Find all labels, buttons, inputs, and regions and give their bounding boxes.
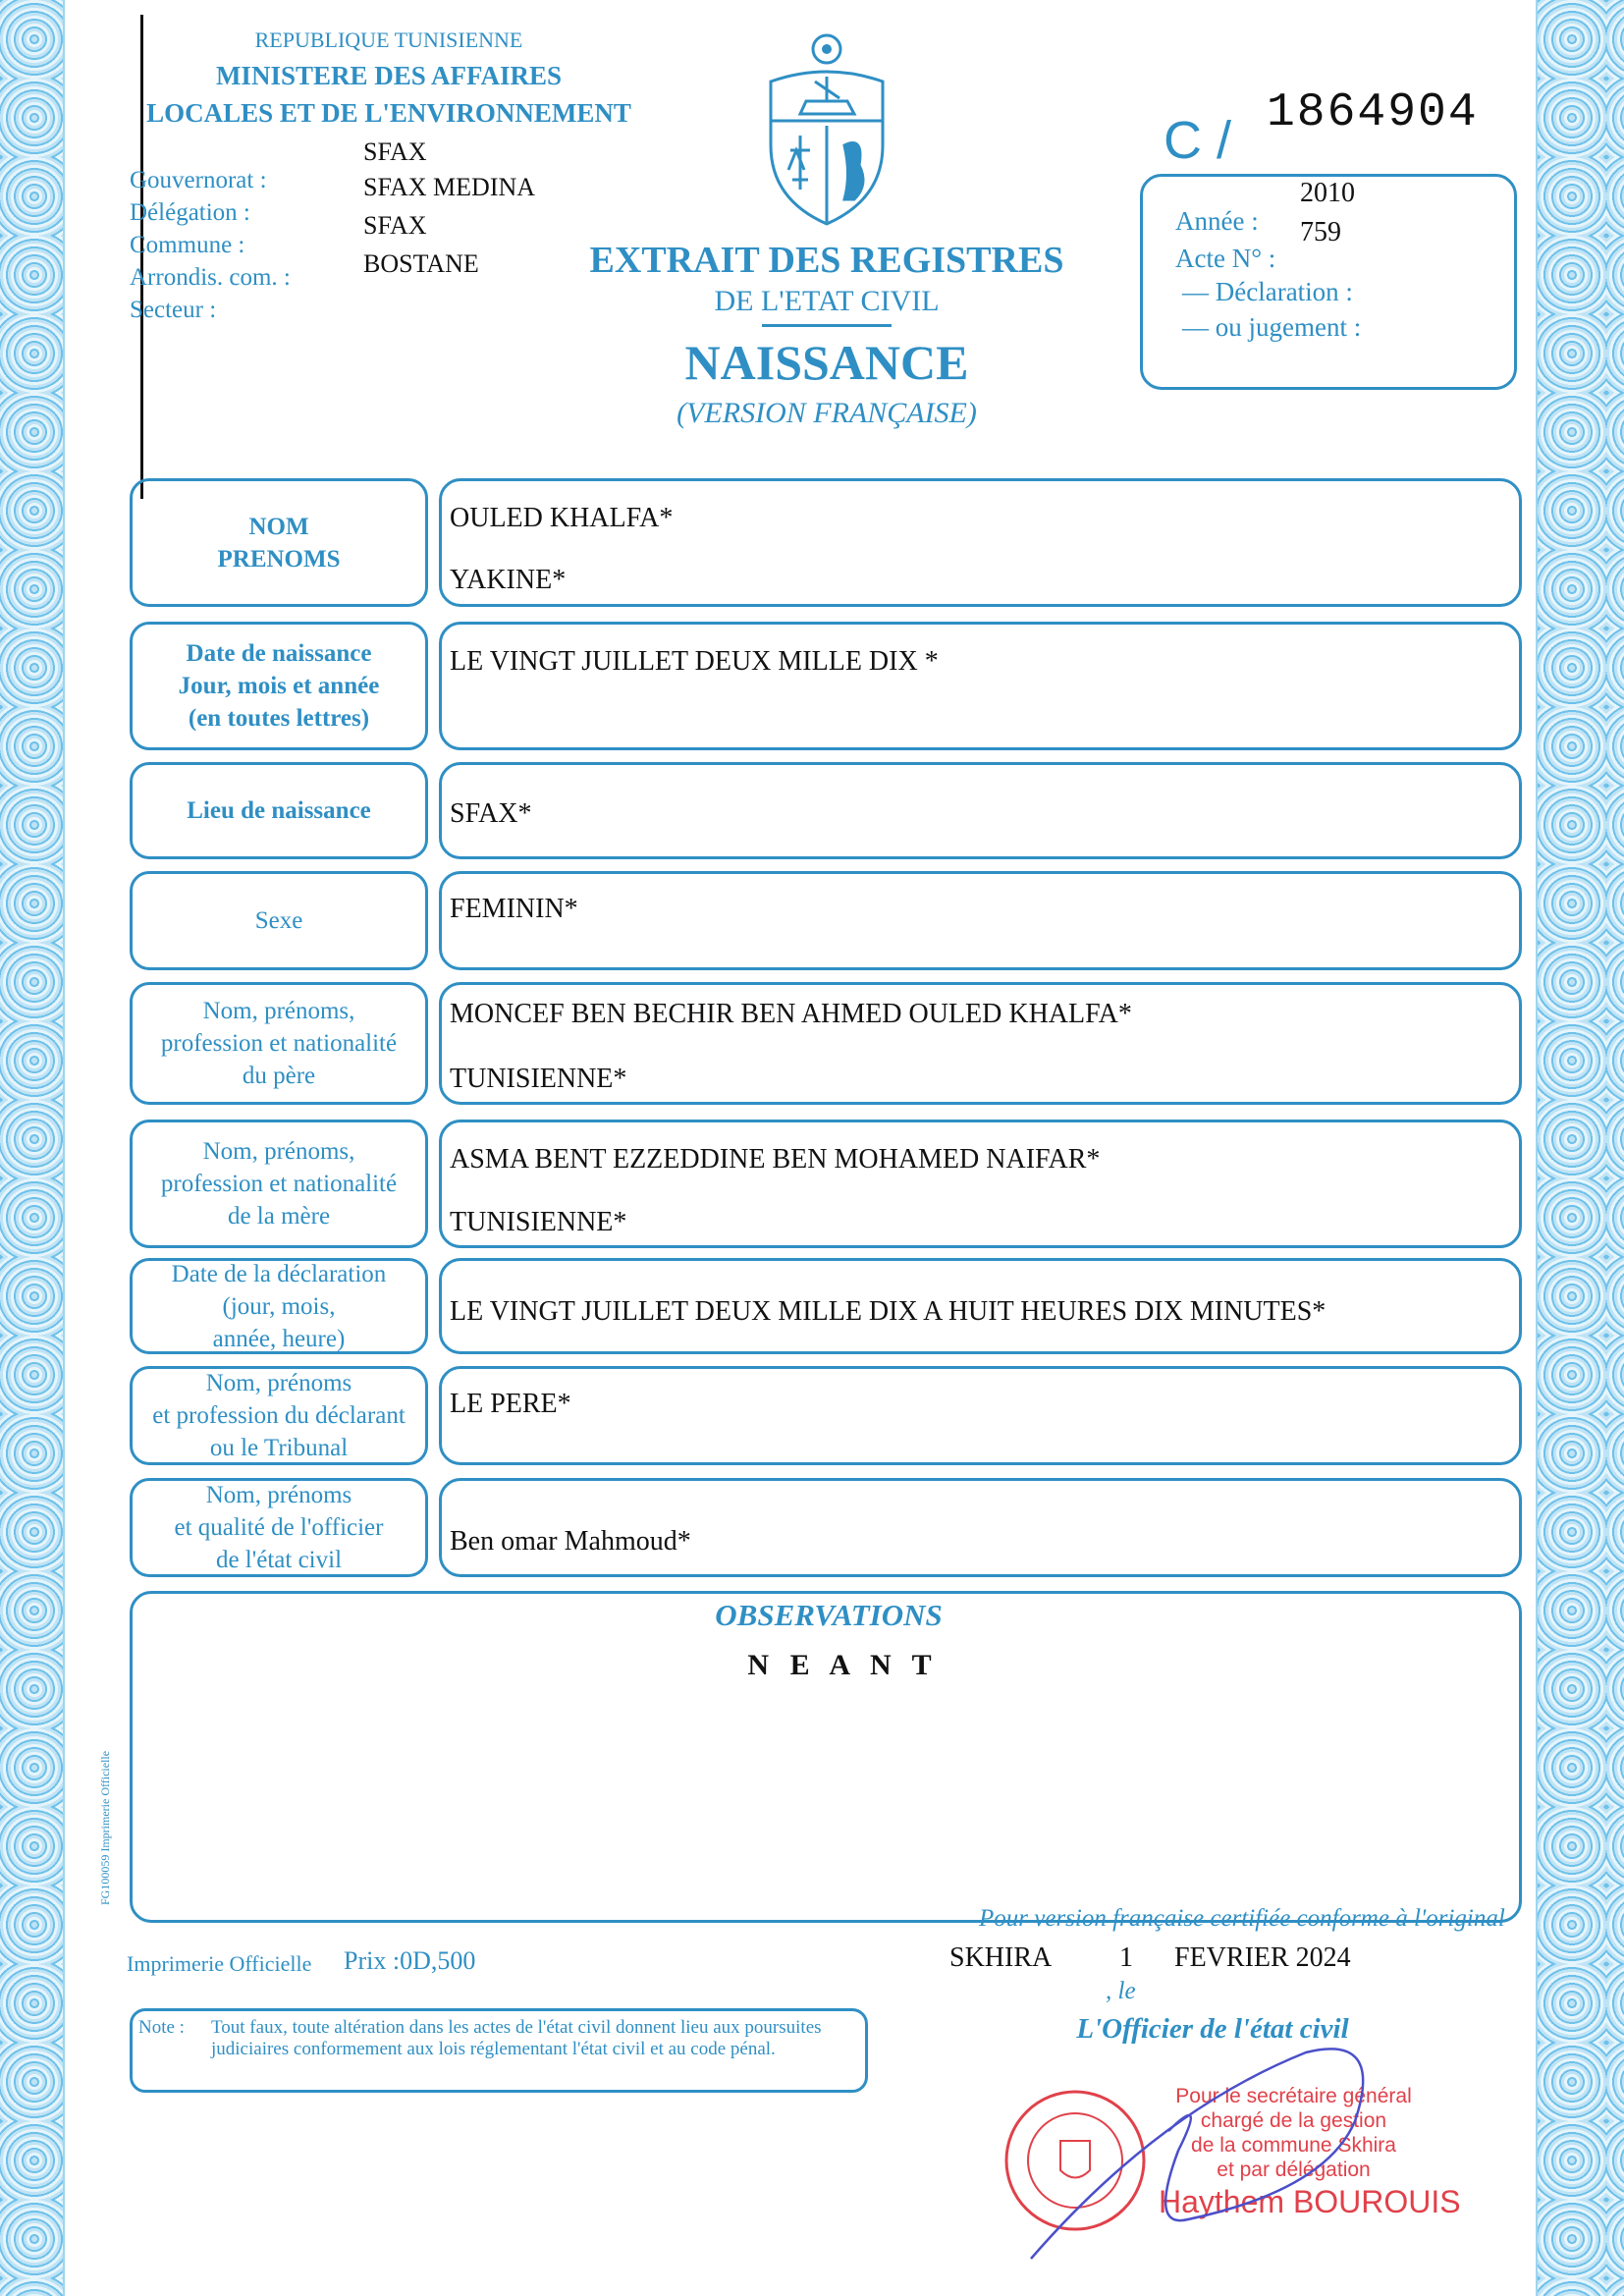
stamp-name: Haythem BOUROUIS [1159,2184,1461,2219]
row-label [130,622,428,750]
row-label-line: Nom, prénoms [205,1482,352,1508]
row-label-line: de la mère [227,1203,331,1230]
officer-title: L'Officier de l'état civil [1076,2013,1349,2045]
field-label: Délégation : [130,199,250,226]
coat-of-arms-emblem [761,27,893,229]
observations-title: OBSERVATIONS [715,1598,943,1632]
row-value [439,762,1522,859]
row-value-line: SFAX* [450,798,532,829]
row-label-line: année, heure) [212,1325,346,1352]
le-label: , le [1106,1978,1136,2004]
row-value [439,1366,1522,1465]
row-label-line: du père [242,1063,316,1089]
guilloche-border-right [1536,0,1624,2296]
legal-note [130,2008,868,2093]
certified-label: Pour version française certifiée conforme à l'original [979,1905,1505,1932]
acte-box [1140,174,1517,390]
row-value [439,1120,1522,1248]
field-value: SFAX [363,211,427,240]
row-label [130,1478,428,1577]
row-label-line: NOM [248,513,309,540]
day-value: 1 [1119,1942,1133,1973]
annee-value: 2010 [1300,178,1355,208]
jugement-label: — ou jugement : [1182,312,1362,342]
row-value [439,871,1522,970]
row-label [130,1366,428,1465]
annee-label: Année : [1175,206,1259,236]
row-label [130,871,428,970]
stamp-line: chargé de la gestion [1200,2109,1387,2132]
row-value-line: OULED KHALFA* [450,503,674,533]
row-label [130,982,428,1105]
row-value-line: MONCEF BEN BECHIR BEN AHMED OULED KHALFA* [450,999,1132,1029]
row-value-line: YAKINE* [450,565,567,595]
field-value: SFAX MEDINA [363,173,536,201]
title-underline [762,324,892,327]
row-label-line: et profession du déclarant [152,1402,406,1429]
observations-box [130,1591,1522,1923]
row-label-line: Nom, prénoms [205,1370,352,1396]
serial-prefix: C / [1164,111,1232,170]
row-label-line: Nom, prénoms, [202,1138,355,1165]
row-label [130,762,428,859]
row-label-line: Sexe [254,907,303,934]
row-label-line: Jour, mois et année [178,673,380,699]
note-text: Tout faux, toute altération dans les actes de l'état civil donnent lieu aux poursuites judiciaires conformement aux lois réglementant l'état civil et au code pénal. [211,2017,822,2059]
ministry-line1: MINISTERE DES AFFAIRES [215,61,563,90]
guilloche-border-left [0,0,65,2296]
row-label-line: (en toutes lettres) [188,705,370,732]
row-value [439,982,1522,1105]
title-version: (VERSION FRANÇAISE) [677,397,977,429]
row-label-line: Date de naissance [186,640,372,667]
row-value [439,622,1522,750]
row-value-line: ASMA BENT EZZEDDINE BEN MOHAMED NAIFAR* [450,1144,1101,1175]
declaration-label: — Déclaration : [1182,277,1353,306]
stamp-line: Pour le secrétaire général [1175,2085,1412,2107]
row-value-line: TUNISIENNE* [450,1064,627,1094]
row-label-line: Lieu de naissance [187,797,371,824]
row-value-line: FEMININ* [450,894,578,924]
row-value [439,478,1522,607]
row-label-line: de l'état civil [215,1547,343,1573]
price-label: Prix :0D,500 [344,1946,476,1975]
row-label-line: Date de la déclaration [171,1260,387,1287]
row-label-line: ou le Tribunal [209,1435,349,1461]
acte-label: Acte N° : [1175,244,1276,273]
row-label-line: (jour, mois, [222,1292,336,1320]
row-value-line: LE VINGT JUILLET DEUX MILLE DIX A HUIT HEURES DIX MINUTES* [450,1296,1326,1327]
stamp-line: de la commune Skhira [1191,2134,1396,2157]
stamp-line: et par délégation [1217,2159,1371,2181]
row-label-line: profession et nationalité [160,1030,398,1057]
row-value-line: Ben omar Mahmoud* [450,1526,691,1557]
title-naissance: NAISSANCE [684,335,969,390]
row-value-line: TUNISIENNE* [450,1207,627,1237]
field-label: Gouvernorat : [130,167,267,193]
month-year-value: FEVRIER 2024 [1174,1942,1351,1973]
observations-value: N E A N T [747,1649,932,1681]
title-extrait: EXTRAIT DES REGISTRES [589,240,1064,281]
field-label: Secteur : [130,297,217,323]
row-value-line: LE PERE* [450,1389,571,1419]
place-value: SKHIRA [949,1942,1053,1973]
acte-value: 759 [1300,217,1341,247]
row-label [130,1120,428,1248]
republic-label: REPUBLIQUE TUNISIENNE [254,27,523,52]
note-label: Note : [138,2017,185,2038]
row-label [130,478,428,607]
field-label: Commune : [130,232,245,258]
row-label-line: et qualité de l'officier [174,1514,384,1541]
side-print-code: FG100059 Imprimerie Officielle [98,1750,112,1905]
row-label [130,1258,428,1354]
handwritten-signature [1011,2033,1384,2278]
ministry-line2: LOCALES ET DE L'ENVIRONNEMENT [146,98,631,128]
field-label: Arrondis. com. : [130,264,291,291]
title-etat-civil: DE L'ETAT CIVIL [714,285,940,317]
row-value [439,1258,1522,1354]
row-value [439,1478,1522,1577]
printer-label: Imprimerie Officielle [127,1951,312,1976]
row-label-line: profession et nationalité [160,1171,398,1197]
field-value: SFAX [363,137,427,166]
row-value-line: LE VINGT JUILLET DEUX MILLE DIX * [450,646,939,677]
row-label-line: PRENOMS [217,545,341,573]
serial-number: 1864904 [1267,86,1479,139]
row-label-line: Nom, prénoms, [202,998,355,1024]
field-value: BOSTANE [363,249,479,278]
